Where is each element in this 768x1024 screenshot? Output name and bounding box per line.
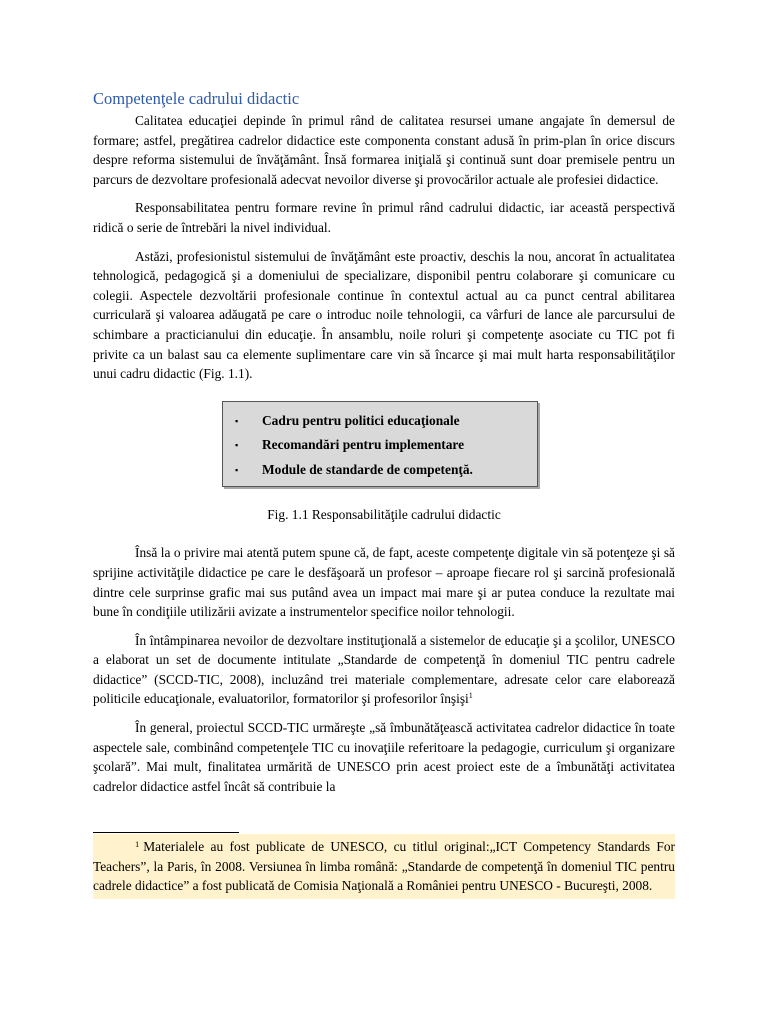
figure-list <box>235 409 537 483</box>
square-bullet-icon: ▪ <box>235 415 239 426</box>
paragraph-3: Astăzi, profesionistul sistemului de învăţământ este proactiv, deschis la nou, ancorat în actualitatea tehnologică, pedagogică şi a domeniului de specializare, disponibil pentru colaborare şi comunicare cu colegii. Aspectele dezvoltării profesionale continue în contextul actual au ca punct central abilitarea curriculară şi valoarea adăugată pe care o introduc noile tehnologii, ca vârfuri de lance ale parcursului de schimbare a practicianului din educaţie. În ansamblu, noile roluri şi competenţe asociate cu TIC pot fi privite ca un balast sau ca elemente suplimentare care vin să încarce şi mai mult harta responsabilităţilor unui cadru didactic (Fig. 1.1). <box>93 248 675 382</box>
figure-1-1 <box>93 401 675 487</box>
figure-list-item <box>235 433 537 458</box>
document-body <box>93 89 675 805</box>
square-bullet-icon: ▪ <box>235 464 239 475</box>
paragraph-5 <box>93 631 675 709</box>
figure-item-label: Recomandări pentru implementare <box>262 437 465 453</box>
paragraph-4: Însă la o privire mai atentă putem spune că, de fapt, aceste competenţe digitale vin să potenţeze şi să sprijine activităţile didactice pe care le desfăşoară un profesor – aproape fiecare rol şi sarcină profesională dintre cele surprinse grafic mai sus putând avea un impact mai mare şi ar putea conduce la rezultate mai bune în condiţiile utilizării avizate a instrumentelor specifice noilor tehnologii. <box>93 545 675 620</box>
figure-box <box>222 401 538 487</box>
figure-item-label: Cadru pentru politici educaţionale <box>262 412 460 428</box>
figure-list-item <box>235 409 537 434</box>
figure-list-item <box>235 458 537 483</box>
paragraph-6: În general, proiectul SCCD-TIC urmăreşte „să îmbunătăţească activitatea cadrelor didactice în toate aspectele sale, combinând competenţele TIC cu inovaţiile referitoare la pedagogie, curriculum şi organizare şcolară”. Mai mult, finalitatea urmărită de UNESCO prin acest proiect este de a îmbunătăţi activitatea cadrelor didactice astfel încât să contribuie la <box>93 720 675 794</box>
footnote-text: Materialele au fost publicate de UNESCO, cu titlul original:„ICT Competency Standards For Teachers”, la Paris, în 2008. Versiunea în limba română: „Standarde de competenţă în domeniul TIC pentru cadrele didactice” a fost publicată de Comisia Naţională a României pentru UNESCO - Bucureşti, 2008. <box>93 839 675 894</box>
square-bullet-icon: ▪ <box>235 440 239 451</box>
paragraph-5-text: În întâmpinarea nevoilor de dezvoltare instituţională a sistemelor de educaţie şi a şcolilor, UNESCO a elaborat un set de documente intitulate „Standarde de competenţă în domeniul TIC pentru cadrele didactice” (SCCD-TIC, 2008), incluzând trei materiale complementare, adresate celor care elaborează politicile educaţionale, evaluatorilor, formatorilor şi profesorilor înşişi <box>93 632 675 707</box>
figure-item-label: Module de standarde de competenţă. <box>262 461 473 477</box>
section-heading: Competenţele cadrului didactic <box>93 89 300 108</box>
footnote-reference[interactable]: 1 <box>468 691 473 701</box>
paragraph-2: Responsabilitatea pentru formare revine în primul rând cadrului didactic, iar această perspectivă ridică o serie de întrebări la nivel individual. <box>93 200 675 235</box>
footnote-number: 1 <box>135 839 140 849</box>
footnote-separator <box>93 832 239 833</box>
figure-caption: Fig. 1.1 Responsabilităţile cadrului didactic <box>267 506 501 522</box>
footnote <box>93 834 675 899</box>
paragraph-1: Calitatea educaţiei depinde în primul rând de calitatea resursei umane angajate în demersul de formare; astfel, pregătirea cadrelor didactice este componenta constant adusă în prim-plan în orice discurs despre reforma sistemului de învăţământ. Însă formarea iniţială şi continuă sunt doar premisele pentru un parcurs de dezvoltare profesională adecvat nevoilor diverse şi provocărilor actuale ale profesiei didactice. <box>93 113 675 187</box>
